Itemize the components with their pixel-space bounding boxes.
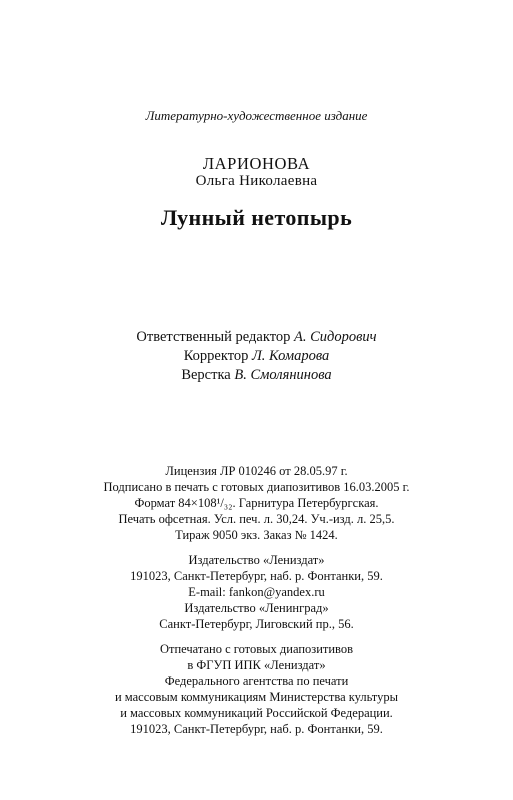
credit-proofreader <box>0 348 513 365</box>
run-line: Тираж 9050 экз. Заказ № 1424. <box>175 528 338 542</box>
signed-line: Подписано в печать с готовых диапозитивов 16.03.2005 г. <box>103 480 410 494</box>
publisher-email: E-mail: fankon@yandex.ru <box>188 585 325 599</box>
credit-layout-name: В. Смолянинова <box>234 367 332 383</box>
genre-label: Литературно-художественное издание <box>145 108 368 123</box>
credit-proofreader-role: Корректор <box>183 348 249 364</box>
credit-layout <box>0 367 513 384</box>
printer-line: и массовым коммуникациям Министерства культуры <box>114 690 399 704</box>
printer-line: Федерального агентства по печати <box>164 674 349 688</box>
publisher-name-2: Издательство «Ленинград» <box>184 601 329 615</box>
publisher-address: 191023, Санкт-Петербург, наб. р. Фонтанки, 59. <box>130 569 383 583</box>
printer-line: Отпечатано с готовых диапозитивов <box>159 642 354 656</box>
credit-editor-name: А. Сидорович <box>294 329 377 345</box>
printer-line: и массовых коммуникаций Российской Федерации. <box>120 706 393 720</box>
publisher-address-2: Санкт-Петербург, Лиговский пр., 56. <box>159 617 354 631</box>
credit-editor <box>0 329 513 346</box>
publisher-name: Издательство «Лениздат» <box>188 553 325 567</box>
printer-line: в ФГУП ИПК «Лениздат» <box>187 658 326 672</box>
credit-proofreader-name: Л. Комарова <box>251 348 330 364</box>
book-title: Лунный нетопырь <box>160 205 353 230</box>
credit-layout-role: Верстка <box>181 367 231 383</box>
credit-editor-role: Ответственный редактор <box>136 329 291 345</box>
printer-line: 191023, Санкт-Петербург, наб. р. Фонтанки, 59. <box>130 722 383 736</box>
author-last-name: ЛАРИОНОВА <box>202 154 311 173</box>
license-line: Лицензия ЛР 010246 от 28.05.97 г. <box>165 464 348 478</box>
printing-line: Печать офсетная. Усл. печ. л. 30,24. Уч.-изд. л. 25,5. <box>118 512 395 526</box>
format-line: Формат 84×108¹/₃₂. Гарнитура Петербургская. <box>134 496 379 510</box>
author-first-names: Ольга Николаевна <box>195 173 318 189</box>
